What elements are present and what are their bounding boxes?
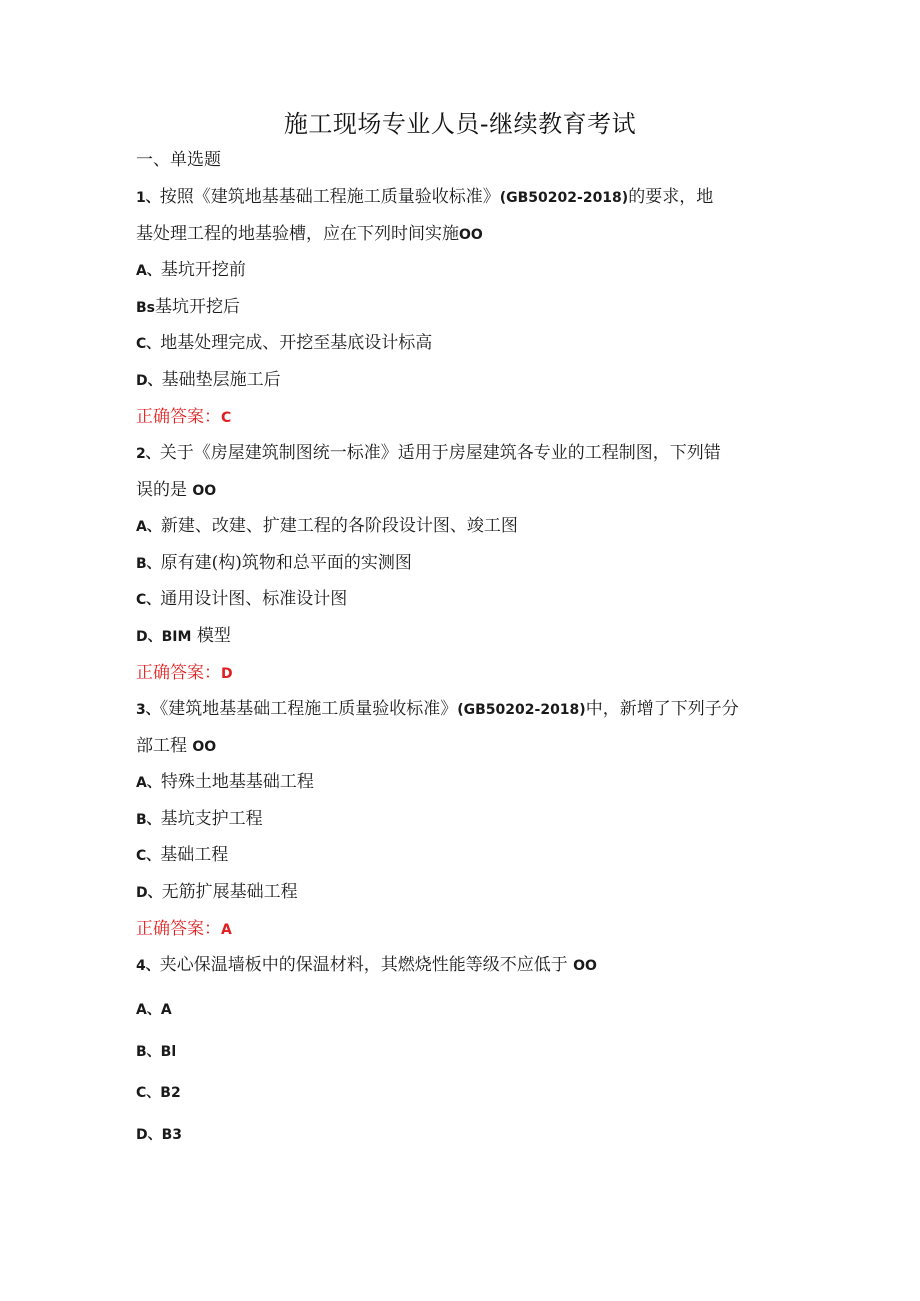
- question-text: 按照《建筑地基基础工程施工质量验收标准》: [159, 187, 500, 207]
- option-text: 通用设计图、标准设计图: [160, 589, 348, 609]
- question-1-option-c: [136, 332, 432, 355]
- answer-label: 正确答案：: [136, 919, 221, 939]
- question-number: 3、: [136, 702, 160, 718]
- answer-label: 正确答案：: [136, 407, 221, 427]
- question-4-option-d: [136, 1123, 182, 1146]
- standard-code: (GB50202-2018): [499, 190, 629, 206]
- question-1-line-2: [136, 223, 483, 246]
- option-text: 基坑开挖前: [160, 260, 246, 280]
- option-text: 原有建(构)筑物和总平面的实测图: [160, 553, 412, 573]
- option-label: Bs: [136, 300, 156, 316]
- option-label: D、: [136, 885, 162, 901]
- option-label: D、: [136, 1127, 162, 1143]
- option-text: 基础工程: [160, 845, 229, 865]
- option-label: A、: [136, 263, 161, 279]
- option-text: 无筋扩展基础工程: [161, 882, 298, 902]
- question-text: 中，新增了下列子分: [585, 699, 739, 719]
- option-label: C、: [136, 592, 161, 608]
- option-text: 基坑开挖后: [155, 297, 241, 317]
- answer-value: A: [221, 922, 232, 938]
- question-3-option-d: [136, 881, 298, 904]
- option-text: 地基处理完成、开挖至基底设计标高: [160, 333, 433, 353]
- answer-blank: OO: [192, 739, 217, 755]
- option-label: B、: [136, 812, 161, 828]
- question-2-option-a: [136, 515, 518, 538]
- question-4-line-1: [136, 954, 597, 977]
- option-label: A、: [136, 775, 161, 791]
- option-label: C、: [136, 336, 161, 352]
- question-1-option-a: [136, 259, 246, 282]
- answer-value: D: [221, 666, 233, 682]
- answer-label: 正确答案：: [136, 663, 221, 683]
- question-2-option-c: [136, 588, 347, 611]
- question-text: 的要求，地: [628, 187, 714, 207]
- option-label: B、: [136, 556, 161, 572]
- question-2-answer: [136, 662, 233, 685]
- answer-blank: OO: [573, 958, 597, 974]
- question-text: 误的是: [136, 480, 187, 500]
- question-number: 2、: [136, 446, 160, 462]
- answer-value: C: [221, 410, 232, 426]
- question-3-option-c: [136, 844, 228, 867]
- question-4-option-a: [136, 998, 172, 1021]
- option-label: D、: [136, 373, 162, 389]
- option-text: 模型: [196, 626, 231, 646]
- question-1-option-d: [136, 369, 281, 392]
- question-3-answer: [136, 918, 232, 941]
- option-label: A、: [136, 1002, 161, 1018]
- question-text: 部工程: [136, 736, 187, 756]
- question-text: 基处理工程的地基验槽，应在下列时间实施: [136, 224, 459, 244]
- option-label: C、: [136, 1085, 161, 1101]
- question-2-line-2: [136, 479, 216, 502]
- option-code: BIM: [161, 629, 192, 645]
- question-3-option-b: [136, 808, 263, 831]
- question-3-line-1: [136, 698, 739, 721]
- standard-code: (GB50202-2018): [457, 702, 586, 718]
- option-label: C、: [136, 848, 161, 864]
- page-title: 施工现场专业人员-继续教育考试: [283, 110, 637, 138]
- question-3-line-2: [136, 735, 216, 758]
- question-text: 《建筑地基基础工程施工质量验收标准》: [159, 699, 458, 719]
- question-4-option-b: [136, 1040, 176, 1063]
- option-label: D、: [136, 629, 162, 645]
- question-number: 4、: [136, 958, 160, 974]
- question-4-option-c: [136, 1081, 181, 1104]
- option-text: B3: [161, 1127, 183, 1143]
- question-number: 1、: [136, 190, 160, 206]
- question-3-option-a: [136, 771, 314, 794]
- answer-blank: OO: [192, 483, 217, 499]
- section-heading: 一、单选题: [136, 150, 221, 170]
- option-text: 基坑支护工程: [160, 809, 263, 829]
- option-label: B、: [136, 1044, 161, 1060]
- question-1-line-1: [136, 186, 713, 209]
- option-text: 基础垫层施工后: [161, 370, 281, 390]
- option-text: A: [160, 1002, 172, 1018]
- answer-blank: OO: [459, 227, 483, 243]
- question-1-option-b: [136, 296, 240, 319]
- option-label: A、: [136, 519, 161, 535]
- question-2-option-d: [136, 625, 231, 648]
- question-1-answer: [136, 406, 231, 429]
- option-text: B2: [160, 1085, 181, 1101]
- question-2-line-1: [136, 442, 721, 465]
- option-text: Bl: [160, 1044, 177, 1060]
- option-text: 新建、改建、扩建工程的各阶段设计图、竣工图: [160, 516, 518, 536]
- question-2-option-b: [136, 552, 412, 575]
- question-text: 关于《房屋建筑制图统一标准》适用于房屋建筑各专业的工程制图，下列错: [159, 443, 721, 463]
- option-text: 特殊土地基基础工程: [160, 772, 314, 792]
- question-text: 夹心保温墙板中的保温材料，其燃烧性能等级不应低于: [159, 955, 568, 975]
